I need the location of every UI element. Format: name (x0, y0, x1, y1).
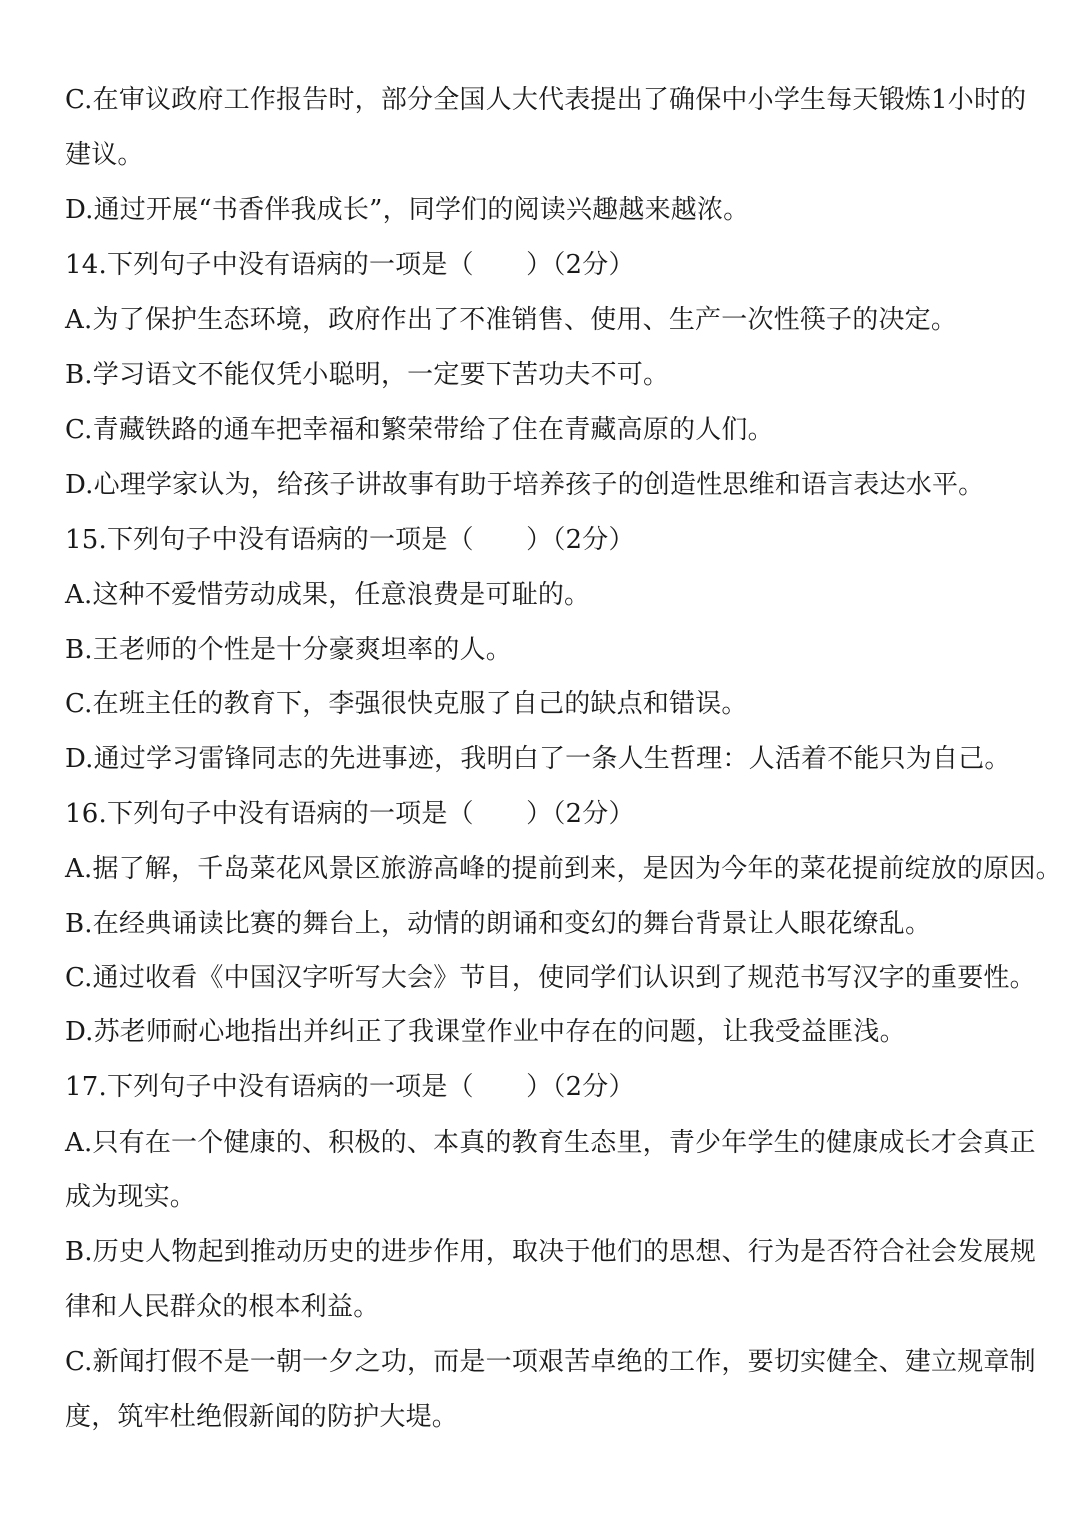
text-line: 度，筑牢杜绝假新闻的防护大堤。 (65, 1402, 459, 1432)
option-a: A.这种不爱惜劳动成果，任意浪费是可耻的。 (65, 580, 591, 610)
text-line: 成为现实。 (65, 1182, 197, 1212)
option-a: A.据了解，千岛菜花风景区旅游高峰的提前到来，是因为今年的菜花提前绽放的原因。 (65, 854, 1062, 884)
question-17: 17.下列句子中没有语病的一项是（ ）（2分） (65, 1072, 635, 1102)
option-b: B.历史人物起到推动历史的进步作用，取决于他们的思想、行为是否符合社会发展规 (65, 1237, 1036, 1267)
option-c: C.通过收看《中国汉字听写大会》节目，使同学们认识到了规范书写汉字的重要性。 (65, 963, 1036, 993)
text-line: 建议。 (65, 140, 144, 170)
option-c: C.在班主任的教育下，李强很快克服了自己的缺点和错误。 (65, 689, 748, 719)
text-line: C.在审议政府工作报告时，部分全国人大代表提出了确保中小学生每天锻炼1小时的 (65, 85, 1027, 115)
question-14: 14.下列句子中没有语病的一项是（ ）（2分） (65, 250, 635, 280)
option-b: B.在经典诵读比赛的舞台上，动情的朗诵和变幻的舞台背景让人眼花缭乱。 (65, 909, 932, 939)
option-c: C.新闻打假不是一朝一夕之功，而是一项艰苦卓绝的工作，要切实健全、建立规章制 (65, 1347, 1036, 1377)
question-15: 15.下列句子中没有语病的一项是（ ）（2分） (65, 525, 635, 555)
question-16: 16.下列句子中没有语病的一项是（ ）（2分） (65, 799, 635, 829)
option-d: D.心理学家认为，给孩子讲故事有助于培养孩子的创造性思维和语言表达水平。 (65, 470, 985, 500)
option-a: A.为了保护生态环境，政府作出了不准销售、使用、生产一次性筷子的决定。 (65, 305, 958, 335)
option-a: A.只有在一个健康的、积极的、本真的教育生态里，青少年学生的健康成长才会真正 (65, 1128, 1036, 1158)
option-b: B.学习语文不能仅凭小聪明，一定要下苦功夫不可。 (65, 360, 670, 390)
option-b: B.王老师的个性是十分豪爽坦率的人。 (65, 635, 512, 665)
option-d: D.苏老师耐心地指出并纠正了我课堂作业中存在的问题，让我受益匪浅。 (65, 1017, 906, 1047)
option-c: C.青藏铁路的通车把幸福和繁荣带给了住在青藏高原的人们。 (65, 415, 774, 445)
text-line: 律和人民群众的根本利益。 (65, 1292, 380, 1322)
option-d: D.通过学习雷锋同志的先进事迹，我明白了一条人生哲理：人活着不能只为自己。 (65, 744, 1011, 774)
text-line: D.通过开展“书香伴我成长”，同学们的阅读兴趣越来越浓。 (65, 195, 750, 225)
